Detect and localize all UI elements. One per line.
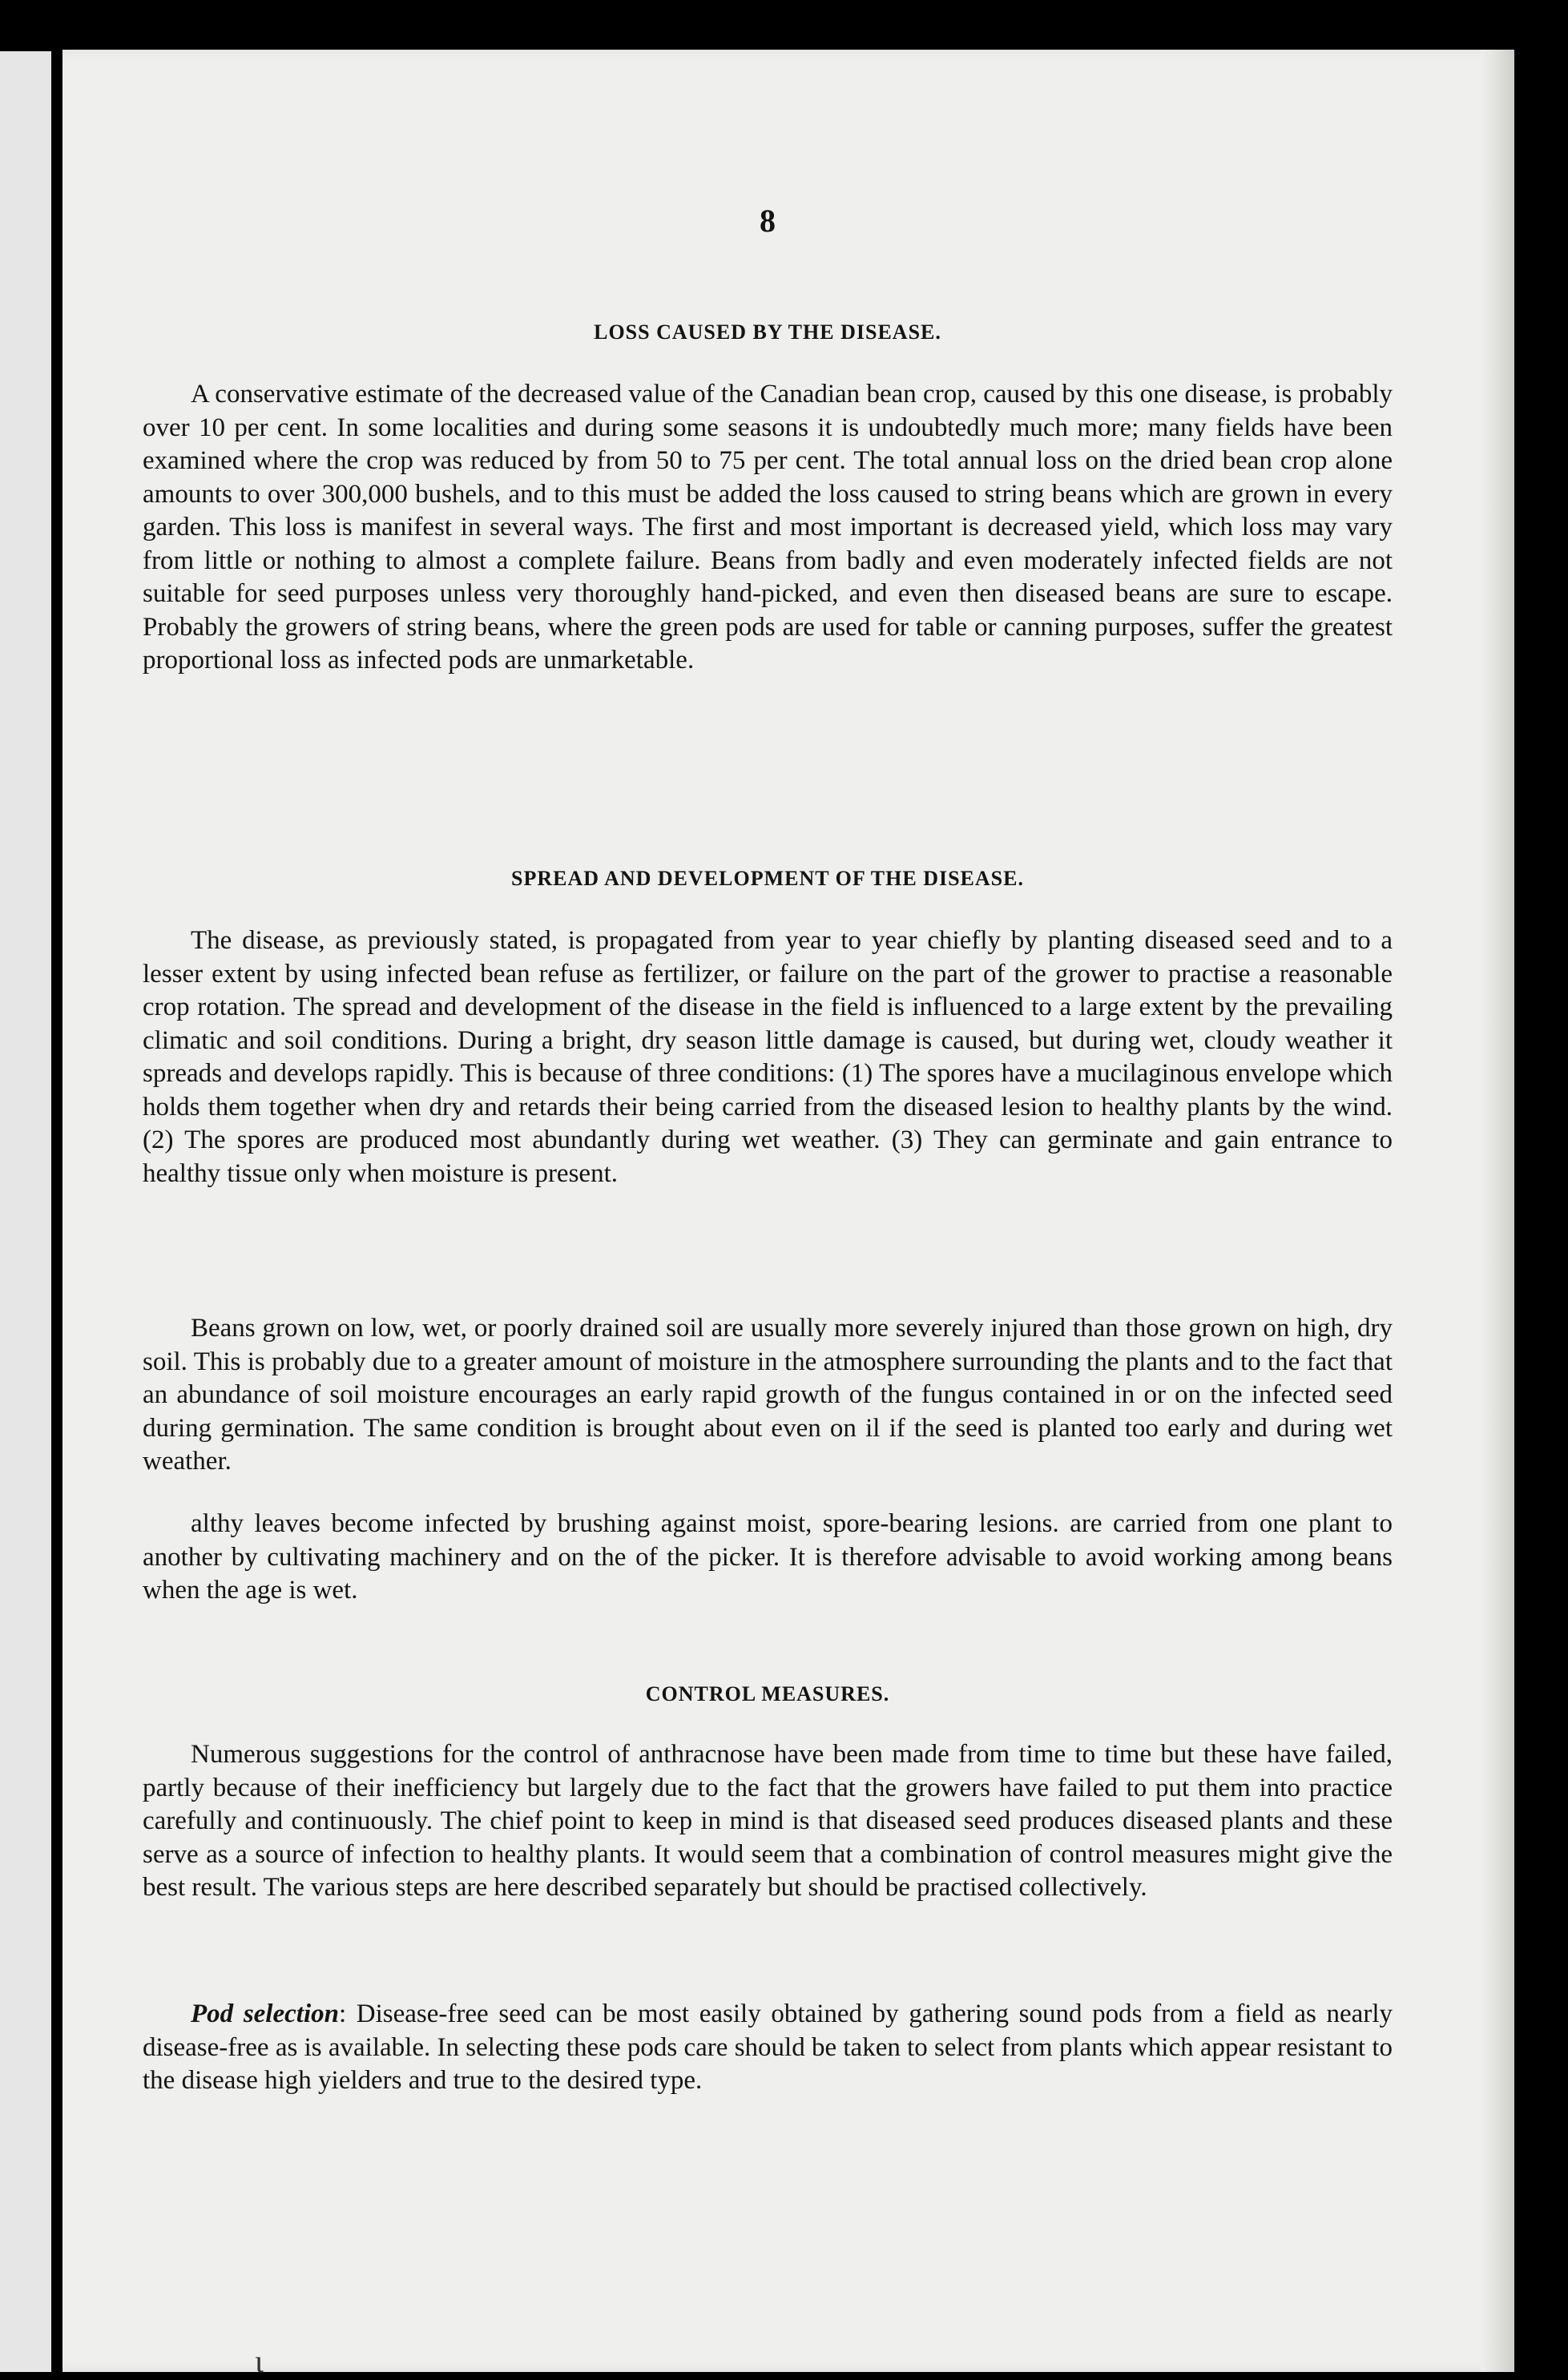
paragraph-pod-selection	[143, 1998, 1393, 2098]
section-heading-control: CONTROL MEASURES.	[645, 1682, 890, 1705]
book-page	[62, 50, 1514, 2379]
page-fold-shadow	[1481, 50, 1514, 2372]
section-heading-spread: SPREAD AND DEVELOPMENT OF THE DISEASE.	[511, 867, 1024, 890]
pod-selection-lead: Pod selection	[191, 1999, 339, 2028]
adjacent-page-edge	[0, 51, 51, 2372]
paragraph-spread-1: The disease, as previously stated, is propagated from year to year chiefly by planting diseased seed and to a lesser extent by using infected bean refuse as fertilizer, or failure on the part of the grower to practise a reasonable crop rotation. The spread and development of the disease in the field is influenced to a large extent by the prevailing climatic and soil conditions. During a bright, dry season little damage is caused, but during wet, cloudy weather it spreads and develops rapidly. This is because of three conditions: (1) The spores have a mucilaginous envelope which holds them together when dry and retards their being carried from the diseased lesion to healthy plants by the wind. (2) The spores are produced most abundantly during wet weather. (3) They can germinate and gain entrance to healthy tissue only when moisture is present.	[143, 926, 1393, 1188]
pod-selection-text: : Disease-free seed can be most easily obtained by gathering sound pods from a field as nearly disease-free as is available. In selecting these pods care should be taken to select from plants which appear resistant to the disease high yielders and true to the desired type.	[143, 1999, 1393, 2095]
paragraph-loss: A conservative estimate of the decreased value of the Canadian bean crop, caused by this one disease, is probably over 10 per cent. In some localities and during some seasons it is undoubtedly much more; many fields have been examined where the crop was reduced by from 50 to 75 per cent. The total annual loss on the dried bean crop alone amounts to over 300,000 bushels, and to this must be added the loss caused to string beans which are grown in every garden. This loss is manifest in several ways. The first and most important is decreased yield, which loss may vary from little or nothing to almost a complete failure. Beans from badly and even moderately infected fields are not suitable for seed purposes unless very thoroughly hand-picked, and even then diseased beans are sure to escape. Probably the growers of string beans, where the green pods are used for table or canning purposes, suffer the greatest proportional loss as infected pods are unmarketable.	[143, 380, 1393, 675]
paragraph-spread-3: althy leaves become infected by brushing against moist, spore-bearing lesions. are carried from one plant to another by cultivating machinery and on the of the picker. It is therefore advisable to avoid working among beans when the age is wet.	[143, 1509, 1393, 1605]
paragraph-spread-2: Beans grown on low, wet, or poorly drained soil are usually more severely injured than those grown on high, dry soil. This is probably due to a greater amount of moisture in the atmosphere surrounding the plants and to the fact that an abundance of soil moisture encourages an early rapid growth of the fungus contained in or on the infected seed during germination. The same condition is brought about even on il if the seed is planted too early and during wet weather.	[143, 1314, 1393, 1476]
page-number: 8	[760, 203, 776, 239]
section-heading-loss: LOSS CAUSED BY THE DISEASE.	[594, 320, 941, 344]
scan-artifact-mark: ɩ	[255, 2343, 264, 2379]
paragraph-control: Numerous suggestions for the control of anthracnose have been made from time to time but these have failed, partly because of their inefficiency but largely due to the fact that the growers have failed to put them into practice carefully and continuously. The chief point to keep in mind is that diseased seed produces diseased plants and these serve as a source of infection to healthy plants. It would seem that a combination of control measures might give the best result. The various steps are here described separately but should be practised collectively.	[143, 1740, 1393, 1902]
